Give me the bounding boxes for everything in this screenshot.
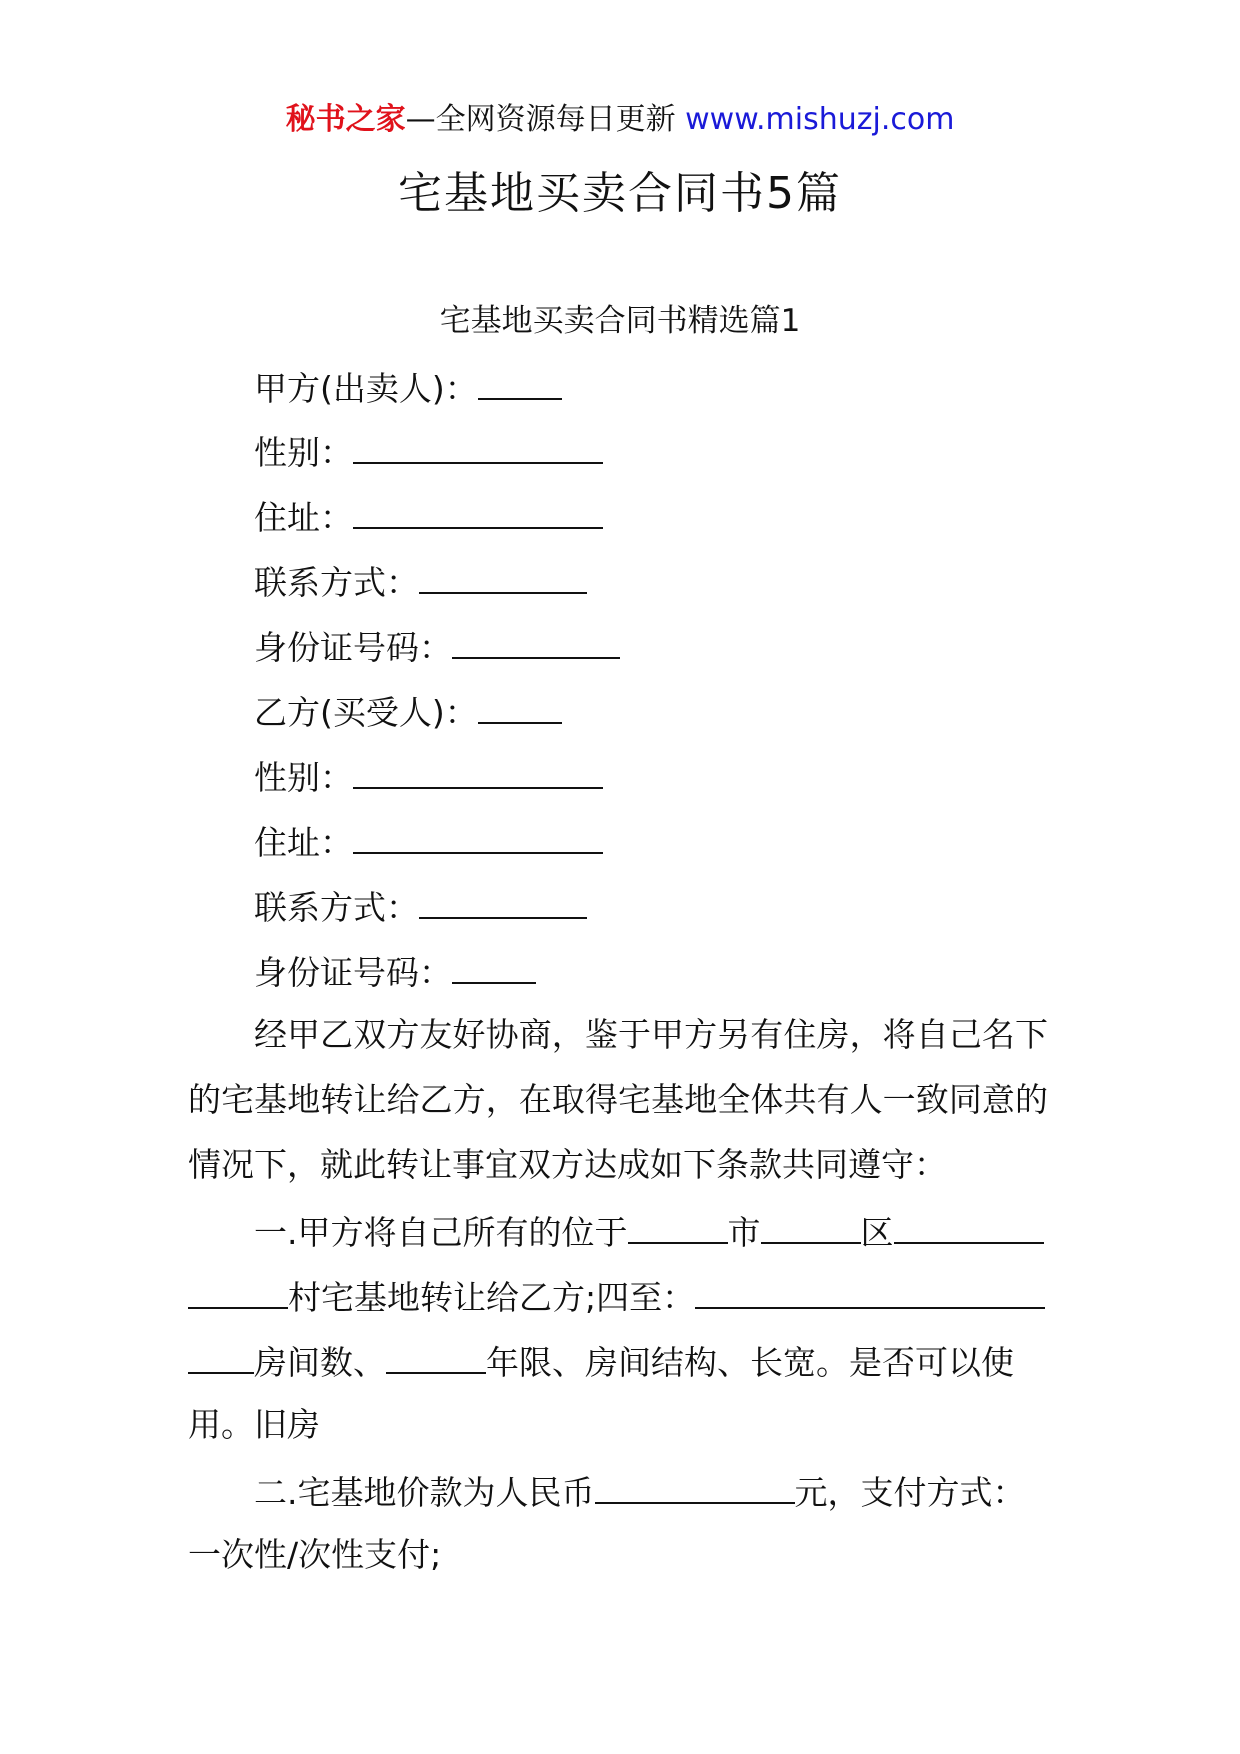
party-a-contact-label: 联系方式： xyxy=(254,563,419,602)
clause1-years-blank xyxy=(386,1338,486,1374)
clause1-boundary-blank xyxy=(695,1273,1045,1309)
clause2-part2: 元，支付方式： xyxy=(794,1473,1026,1512)
clause1-line1 xyxy=(254,1208,1044,1255)
party-a-id-blank xyxy=(452,623,620,659)
clause1-years: 年限、房间结构、长宽。是否可以使 xyxy=(486,1343,1014,1382)
party-b-contact-row xyxy=(254,883,587,930)
site-header xyxy=(0,100,1240,140)
party-a-gender-label: 性别： xyxy=(254,433,353,472)
clause2-amount-blank xyxy=(595,1468,795,1504)
party-b-label: 乙方(买受人)： xyxy=(254,693,478,732)
clause1-rooms-blank xyxy=(188,1338,254,1374)
clause2-line1 xyxy=(254,1468,1026,1515)
party-b-gender-row xyxy=(254,753,603,800)
party-b-label-row xyxy=(254,688,562,735)
party-a-contact-blank xyxy=(419,558,587,594)
party-a-address-row xyxy=(254,493,603,540)
party-b-contact-blank xyxy=(419,883,587,919)
clause2-part1: 二.宅基地价款为人民币 xyxy=(254,1473,595,1512)
section-title: 宅基地买卖合同书精选篇1 xyxy=(439,303,801,339)
clause1-district-blank xyxy=(761,1208,861,1244)
clause1-village: 村宅基地转让给乙方;四至： xyxy=(288,1278,696,1317)
party-b-gender-label: 性别： xyxy=(254,758,353,797)
party-a-gender-row xyxy=(254,428,603,475)
clause1-city-blank xyxy=(628,1208,728,1244)
party-b-address-blank xyxy=(353,818,603,854)
brand-name: 秘书之家 xyxy=(285,102,406,137)
party-b-address-row xyxy=(254,818,603,865)
party-a-name-blank xyxy=(478,364,562,400)
clause1-village-blank xyxy=(188,1273,288,1309)
clause1-line2 xyxy=(188,1273,1045,1320)
clause1-rooms: 房间数、 xyxy=(254,1343,386,1382)
clause1-part1: 一.甲方将自己所有的位于 xyxy=(254,1213,628,1252)
clause1-line1-end-blank xyxy=(894,1208,1044,1244)
clause1-end: 用。旧房 xyxy=(188,1405,320,1444)
clause2-part3: 一次性/次性支付; xyxy=(188,1535,442,1574)
party-a-id-row xyxy=(254,623,620,670)
party-a-id-label: 身份证号码： xyxy=(254,628,452,667)
party-a-label-row xyxy=(254,364,562,411)
clause2-line2 xyxy=(188,1533,441,1577)
party-b-id-label: 身份证号码： xyxy=(254,953,452,992)
header-url[interactable]: www.mishuzj.com xyxy=(685,102,955,137)
party-b-contact-label: 联系方式： xyxy=(254,888,419,927)
party-a-address-blank xyxy=(353,493,603,529)
document-title: 宅基地买卖合同书5篇 xyxy=(398,168,842,219)
clause1-city: 市 xyxy=(727,1213,761,1252)
party-b-address-label: 住址： xyxy=(254,823,353,862)
header-slogan: —全网资源每日更新 xyxy=(405,102,676,137)
party-b-id-row xyxy=(254,948,536,995)
party-b-name-blank xyxy=(478,688,562,724)
party-a-address-label: 住址： xyxy=(254,498,353,537)
party-b-gender-blank xyxy=(353,753,603,789)
party-b-id-blank xyxy=(452,948,536,984)
clause1-line4 xyxy=(188,1403,320,1447)
party-a-gender-blank xyxy=(353,428,603,464)
party-a-contact-row xyxy=(254,558,587,605)
intro-paragraph: 经甲乙双方友好协商，鉴于甲方另有住房，将自己名下的宅基地转让给乙方，在取得宅基地全体共有人一致同意的情况下，就此转让事宜双方达成如下条款共同遵守： xyxy=(188,1015,1048,1184)
clause1-line3 xyxy=(188,1338,1014,1385)
clause1-district: 区 xyxy=(860,1213,894,1252)
party-a-label: 甲方(出卖人)： xyxy=(254,369,478,408)
